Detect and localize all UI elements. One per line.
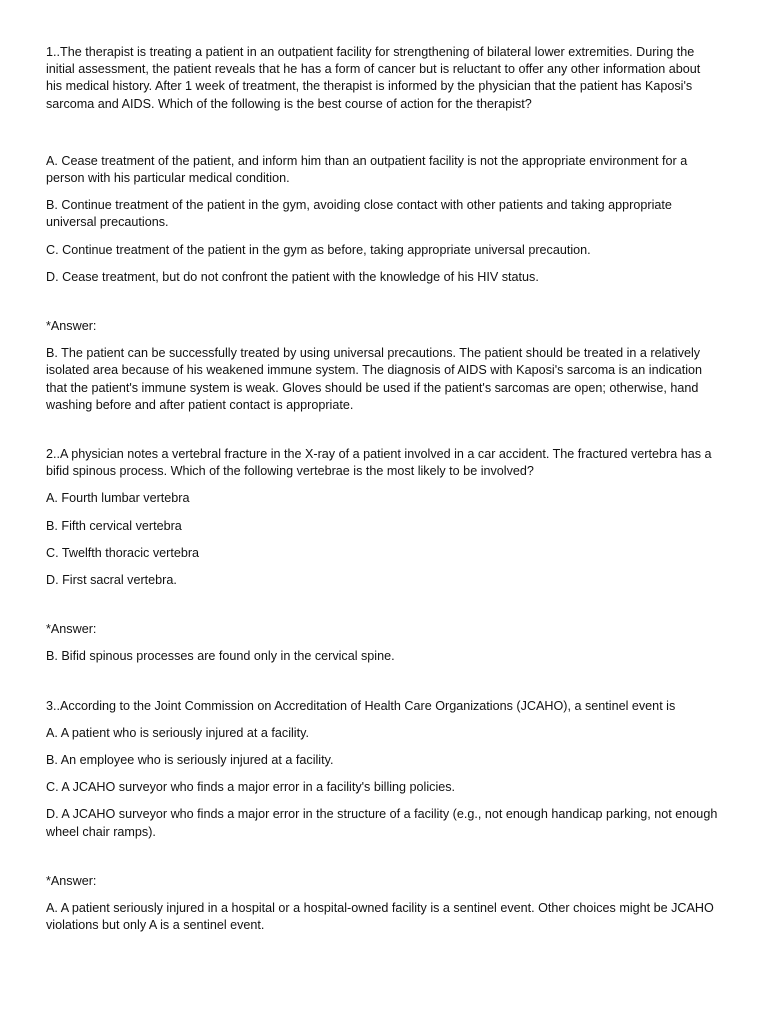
answer-label: *Answer: — [46, 319, 97, 334]
question-3 — [46, 698, 718, 935]
answer-text: B. The patient can be successfully treated by using universal precautions. The patient should be treated in a relatively isolated area because of his weakened immune system. The diagnosis of AIDS with Kaposi's sarcoma is an indication that the patient's immune system is weak. Gloves should be used if the patient's sarcomas are open; otherwise, hand washing before and after patient contact is appropriate. — [46, 346, 702, 412]
answer-label: *Answer: — [46, 873, 97, 888]
option-a: A. A patient who is seriously injured at a facility. — [46, 725, 309, 740]
option-b: B. Fifth cervical vertebra — [46, 518, 182, 533]
option-c: C. A JCAHO surveyor who finds a major error in a facility's billing policies. — [46, 780, 456, 795]
question-1 — [46, 44, 718, 414]
option-d: D. A JCAHO surveyor who finds a major error in the structure of a facility (e.g., not enough handicap parking, not enough wheel chair ramps). — [46, 807, 718, 839]
option-a: A. Cease treatment of the patient, and inform him than an outpatient facility is not the appropriate environment for a person with his particular medical condition. — [46, 153, 688, 186]
question-text: 1..The therapist is treating a patient in an outpatient facility for strengthening of bilateral lower extremities. During the initial assessment, the patient reveals that he has a form of cancer but is reluctant to offer any other information about his medical history. After 1 week of treatment, the therapist is informed by the physician that the patient has Kaposi's sarcoma and AIDS. Which of the following is the best course of action for the therapist? — [46, 45, 701, 111]
answer-label: *Answer: — [46, 622, 97, 637]
option-a: A. Fourth lumbar vertebra — [46, 491, 190, 506]
option-c: C. Twelfth thoracic vertebra — [46, 545, 200, 560]
option-d: D. Cease treatment, but do not confront the patient with the knowledge of his HIV status. — [46, 269, 539, 284]
option-b: B. Continue treatment of the patient in the gym, avoiding close contact with other patients and taking appropriate universal precautions. — [46, 198, 672, 230]
question-text: 2..A physician notes a vertebral fracture in the X-ray of a patient involved in a car accident. The fractured vertebra has a bifid spinous process. Which of the following vertebrae is the most likely to be involved? — [46, 447, 712, 479]
option-c: C. Continue treatment of the patient in the gym as before, taking appropriate universal precaution. — [46, 242, 591, 257]
answer-text: A. A patient seriously injured in a hospital or a hospital-owned facility is a sentinel event. Other choices might be JCAHO violations but only A is a sentinel event. — [46, 901, 714, 933]
option-d: D. First sacral vertebra. — [46, 573, 177, 588]
question-2 — [46, 446, 718, 666]
document-page — [46, 44, 718, 967]
answer-text: B. Bifid spinous processes are found only in the cervical spine. — [46, 649, 395, 664]
question-text: 3..According to the Joint Commission on Accreditation of Health Care Organizations (JCAHO), a sentinel event is — [46, 698, 676, 713]
option-b: B. An employee who is seriously injured at a facility. — [46, 753, 334, 768]
